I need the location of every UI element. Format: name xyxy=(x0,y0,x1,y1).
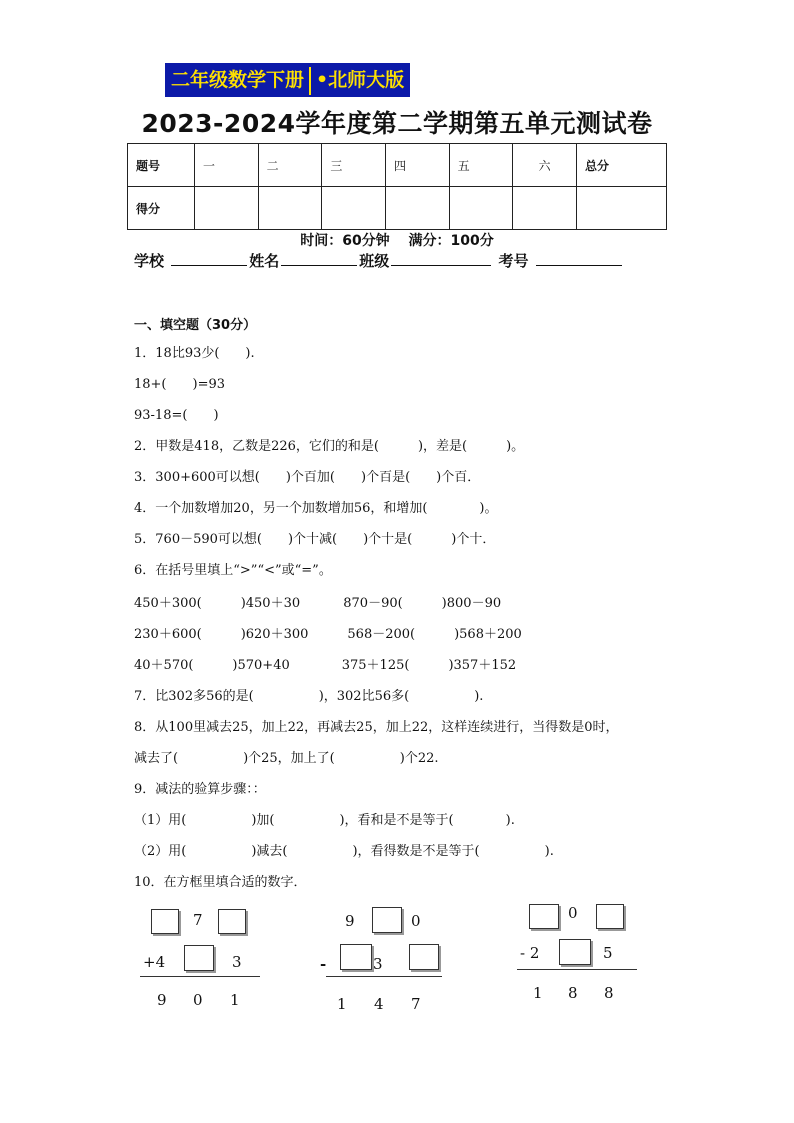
score-cell: 四 xyxy=(385,144,449,187)
score-input-cell[interactable] xyxy=(322,187,386,230)
score-cell: 一 xyxy=(195,144,259,187)
score-cell: 题号 xyxy=(128,144,195,187)
section-heading: 一、填空题（30分） xyxy=(134,318,257,333)
comparison-row: 450＋300( )450＋30 870－90( )800－90 xyxy=(134,596,502,611)
question-line: （1）用( )加( )，看和是不是等于( ). xyxy=(134,813,515,828)
result-digit: 8 xyxy=(568,984,578,1002)
answer-box[interactable] xyxy=(218,909,246,934)
score-cell: 五 xyxy=(449,144,513,187)
name-label: 姓名 xyxy=(249,252,280,270)
edition-banner xyxy=(165,63,410,97)
difference-line xyxy=(517,969,637,970)
question-line: 2．甲数是418，乙数是226，它们的和是( )，差是( )。 xyxy=(134,439,525,454)
puzzle-digit: 9 xyxy=(345,912,355,930)
score-input-cell[interactable] xyxy=(576,187,666,230)
question-line: 93-18=( ) xyxy=(134,408,219,423)
class-label: 班级 xyxy=(359,252,390,270)
question-line: 6．在括号里填上“>”“<”或“=”。 xyxy=(134,563,332,578)
exam-title: 2023-2024学年度第二学期第五单元测试卷 xyxy=(141,109,653,138)
result-digit: 7 xyxy=(411,995,421,1013)
score-table-score-row xyxy=(128,187,667,230)
score-table-header-row xyxy=(128,144,667,187)
puzzle-digit: 0 xyxy=(568,904,578,922)
answer-box[interactable] xyxy=(529,904,559,929)
puzzle-digit: 3 xyxy=(232,953,242,971)
question-line: 减去了( )个25，加上了( )个22. xyxy=(134,751,439,766)
result-digit: 1 xyxy=(337,995,347,1013)
answer-box[interactable] xyxy=(372,907,402,933)
puzzle-digit: 3 xyxy=(373,955,383,973)
score-input-cell[interactable] xyxy=(449,187,513,230)
question-line: 8．从100里减去25，加上22，再减去25，加上22，这样连续进行，当得数是0时， xyxy=(134,720,619,735)
sum-line xyxy=(140,976,260,977)
result-digit: 4 xyxy=(374,995,384,1013)
score-input-cell[interactable] xyxy=(258,187,322,230)
puzzle-operator: - xyxy=(320,955,327,973)
student-fields xyxy=(134,250,624,271)
puzzle-digit: 0 xyxy=(411,912,421,930)
question-line: （2）用( )减去( )，看得数是不是等于( ). xyxy=(134,844,554,859)
class-line[interactable] xyxy=(391,251,491,266)
answer-box[interactable] xyxy=(409,944,439,970)
score-cell: 总分 xyxy=(576,144,666,187)
comparison-row: 230＋600( )620＋300 568－200( )568＋200 xyxy=(134,627,522,642)
banner-grade: 二年级数学下册 xyxy=(171,69,305,91)
puzzle-digit: 5 xyxy=(603,944,613,962)
answer-box[interactable] xyxy=(340,944,372,970)
difference-line xyxy=(326,976,442,977)
score-table xyxy=(127,143,667,230)
answer-box[interactable] xyxy=(184,945,214,971)
result-digit: 1 xyxy=(533,984,543,1002)
answer-box[interactable] xyxy=(559,939,591,965)
question-line: 3．300+600可以想( )个百加( )个百是( )个百． xyxy=(134,470,481,485)
exam-no-line[interactable] xyxy=(536,251,622,266)
question-line: 4．一个加数增加20，另一个加数增加56，和增加( )。 xyxy=(134,501,498,516)
question-line: 7．比302多56的是( )，302比56多( ). xyxy=(134,689,484,704)
score-input-cell[interactable] xyxy=(195,187,259,230)
result-digit: 8 xyxy=(604,984,614,1002)
result-digit: 1 xyxy=(230,991,240,1009)
puzzle-operator: - 2 xyxy=(520,944,540,962)
exam-info: 时间：60分钟 满分：100分 xyxy=(300,233,494,249)
answer-box[interactable] xyxy=(151,909,179,934)
score-cell: 三 xyxy=(322,144,386,187)
comparison-row: 40＋570( )570+40 375＋125( )357＋152 xyxy=(134,658,517,673)
school-label: 学校 xyxy=(134,252,165,270)
answer-box[interactable] xyxy=(596,904,624,929)
banner-divider xyxy=(309,67,311,95)
exam-no-label: 考号 xyxy=(498,252,529,270)
score-cell: 六 xyxy=(513,144,577,187)
score-cell: 二 xyxy=(258,144,322,187)
puzzle-digit: 7 xyxy=(193,911,203,929)
question-line: 18+( )=93 xyxy=(134,377,226,392)
school-line[interactable] xyxy=(171,251,247,266)
banner-publisher: •北师大版 xyxy=(316,69,405,91)
result-digit: 9 xyxy=(157,991,167,1009)
name-line[interactable] xyxy=(281,251,357,266)
score-cell: 得分 xyxy=(128,187,195,230)
question-line: 5．760－590可以想( )个十减( )个十是( )个十． xyxy=(134,532,496,547)
score-input-cell[interactable] xyxy=(385,187,449,230)
result-digit: 0 xyxy=(193,991,203,1009)
score-input-cell[interactable] xyxy=(513,187,577,230)
puzzle-operator: +4 xyxy=(143,953,166,971)
question-line: 10．在方框里填合适的数字． xyxy=(134,875,307,890)
question-line: 9．减法的验算步骤：： xyxy=(134,782,266,797)
question-line: 1．18比93少( ). xyxy=(134,346,255,361)
